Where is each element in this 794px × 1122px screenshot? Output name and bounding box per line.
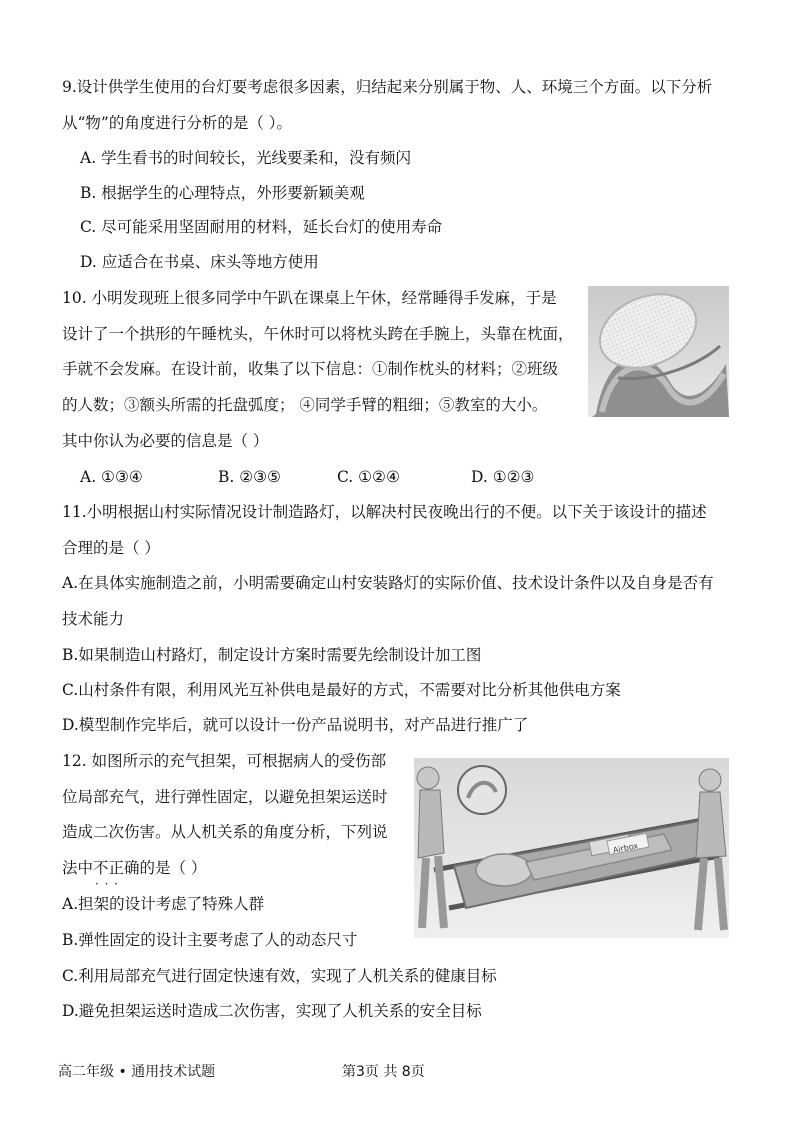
q11-stem-line2: 合理的是（ ） [62,539,160,557]
inflatable-stretcher-photo [414,758,729,938]
q9-option-a: A. 学生看书的时间较长，光线要柔和，没有频闪 [80,149,412,167]
q9-stem-line2: 从“物”的角度进行分析的是（ ）。 [62,114,293,132]
q9-stem-line1: 9.设计供学生使用的台灯要考虑很多因素，归结起来分别属于物、人、环境三个方面。以下分析 [62,78,713,96]
q11-option-d: D.模型制作完毕后，就可以设计一份产品说明书，对产品进行推广了 [62,716,529,734]
q12-stem-line1: 12. 如图所示的充气担架，可根据病人的受伤部 [62,752,387,770]
q11-option-a-line1: A.在具体实施制造之前，小明需要确定山村安装路灯的实际价值、技术设计条件以及自身是否有 [62,574,714,592]
q9-option-c: C. 尽可能采用坚固耐用的材料，延长台灯的使用寿命 [80,218,443,236]
q12-option-a: A.担架的设计考虑了特殊人群 [62,895,265,913]
q11-option-b: B.如果制造山村路灯，制定设计方案时需要先绘制设计加工图 [62,646,482,664]
footer-page-number: 第3页 共 8页 [342,1064,425,1080]
footer-exam-title: 高二年级 • 通用技术试题 [58,1064,216,1080]
q12-stem-line4-post: 的是（ ） [139,859,207,877]
q10-option-a: A. ①③④ [80,468,143,486]
q11-stem-line1: 11.小明根据山村实际情况设计制造路灯，以解决村民夜晚出行的不便。以下关于该设计的描述 [62,503,707,521]
q12-stem-line2: 位局部充气，进行弹性固定，以避免担架运送时 [62,788,388,806]
q12-emphasized-not-correct: 不正确 · · · [93,859,140,877]
q9-option-d: D. 应适合在书桌、床头等地方使用 [80,253,319,271]
q10-stem-line2: 设计了一个拱形的午睡枕头，午休时可以将枕头跨在手腕上，头靠在枕面， [62,325,574,343]
q9-option-b: B. 根据学生的心理特点，外形要新颖美观 [80,184,365,202]
stretcher-tag-text: Airbox [612,841,639,855]
q10-option-d: D. ①②③ [471,468,535,486]
q10-stem-line5: 其中你认为必要的信息是（ ） [62,432,269,450]
arch-pillow-photo [588,286,729,417]
q12-stem-line4 [62,858,206,878]
q12-option-d: D.避免担架运送时造成二次伤害，实现了人机关系的安全目标 [62,1002,482,1020]
q11-option-c: C.山村条件有限，利用风光互补供电是最好的方式，不需要对比分析其他供电方案 [62,681,621,699]
q10-stem-line1: 10. 小明发现班上很多同学中午趴在课桌上午休，经常睡得手发麻，于是 [62,289,557,307]
q12-option-c: C.利用局部充气进行固定快速有效，实现了人机关系的健康目标 [62,967,497,985]
q10-option-b: B. ②③⑤ [218,468,281,486]
q12-stem-line3: 造成二次伤害。从人机关系的角度分析，下列说 [62,823,388,841]
q11-option-a-line2: 技术能力 [62,610,125,628]
q12-option-b: B.弹性固定的设计主要考虑了人的动态尺寸 [62,931,358,949]
q10-stem-line4: 的人数；③额头所需的托盘弧度； ④同学手臂的粗细；⑤教室的大小。 [62,396,548,414]
q12-stem-line4-pre: 法中 [62,859,94,877]
q10-stem-line3: 手就不会发麻。在设计前，收集了以下信息：①制作枕头的材料；②班级 [62,360,559,378]
q10-option-c: C. ①②④ [337,468,400,486]
